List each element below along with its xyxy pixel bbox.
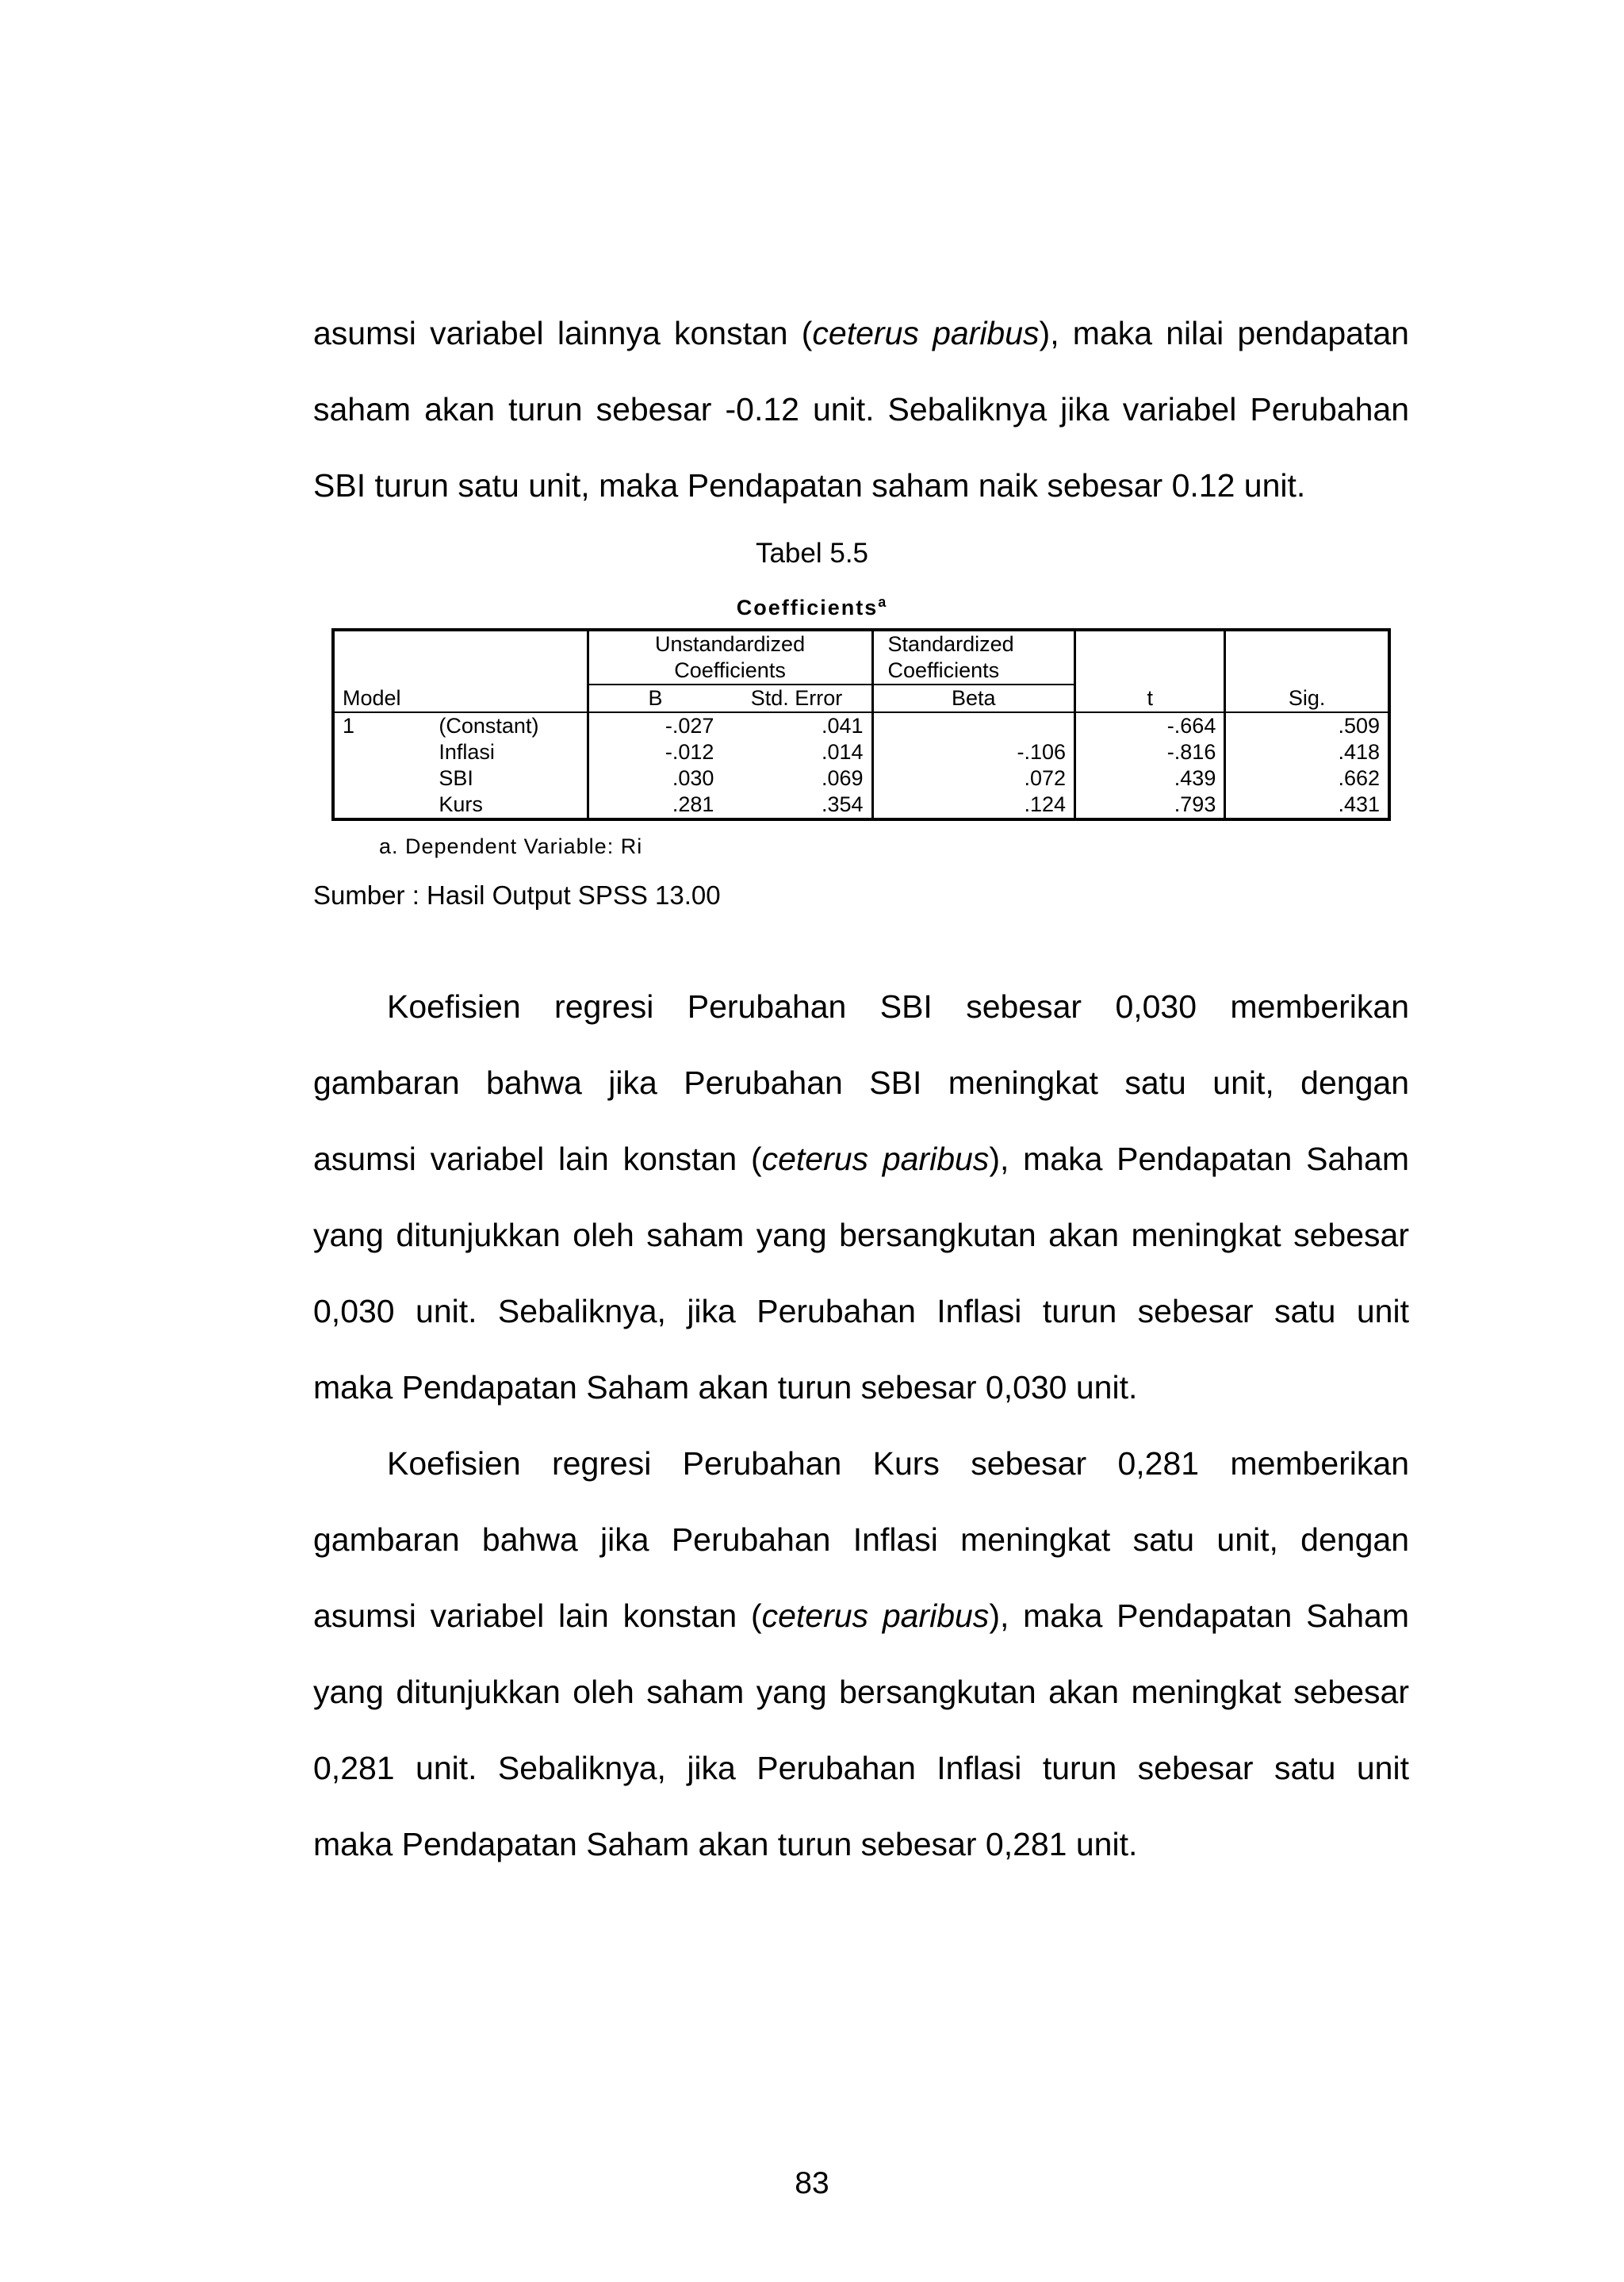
text-segment: asumsi variabel lain konstan ( [313, 1141, 762, 1177]
cell-beta: -.106 [872, 739, 1075, 765]
cell-t: .793 [1075, 792, 1225, 819]
cell-sig: .509 [1338, 714, 1380, 738]
paragraph-2-line-3 [313, 1595, 1409, 1636]
paragraph-2-line-6: maka Pendapatan Saham akan turun sebesar 0,281 unit. [313, 1826, 1138, 1862]
header-row-2 [333, 658, 1389, 685]
header-empty-cell [1225, 658, 1389, 685]
paragraph-2-line-5: 0,281 unit. Sebaliknya, jika Perubahan Inflasi turun sebesar satu unit [313, 1750, 1409, 1786]
coefficients-table [331, 628, 1391, 821]
text-segment: asumsi variabel lainnya konstan ( [313, 315, 813, 351]
text-segment: ), maka Pendapatan Saham [989, 1141, 1409, 1177]
header-empty-cell [333, 630, 588, 658]
header-unstandardized: Unstandardized [588, 630, 872, 658]
cell-beta: .072 [872, 765, 1075, 792]
header-standardized-2: Coefficients [872, 658, 1075, 685]
table-source: Sumber : Hasil Output SPSS 13.00 [313, 880, 721, 910]
header-model: Model [333, 685, 588, 712]
cell-variable: (Constant) [431, 712, 588, 739]
paragraph-1-line-5: 0,030 unit. Sebaliknya, jika Perubahan Inflasi turun sebesar satu unit [313, 1293, 1409, 1329]
text-segment: ), maka Pendapatan Saham [989, 1597, 1409, 1634]
cell-model [333, 792, 431, 819]
cell-t: -.816 [1075, 739, 1225, 765]
table-row [333, 792, 1389, 819]
table-footnote: a. Dependent Variable: Ri [379, 834, 643, 858]
cell-beta [872, 712, 1075, 739]
table-row [333, 712, 1389, 739]
text-segment: ), maka nilai pendapatan [1039, 315, 1409, 351]
header-row-3 [333, 685, 1389, 712]
cell-model: 1 [343, 714, 355, 738]
header-standardized: Standardized [872, 630, 1075, 658]
text-segment: asumsi variabel lain konstan ( [313, 1597, 762, 1634]
paragraph-1-line-1: Koefisien regresi Perubahan SBI sebesar 0,030 memberikan [387, 988, 1409, 1025]
top-paragraph-line-3: SBI turun satu unit, maka Pendapatan saham naik sebesar 0.12 unit. [313, 467, 1306, 504]
header-empty-cell [1075, 658, 1225, 685]
cell-std-error: .041 [722, 712, 872, 739]
header-empty-cell [1225, 630, 1389, 658]
paragraph-1-line-4: yang ditunjukkan oleh saham yang bersangkutan akan meningkat sebesar [313, 1217, 1409, 1253]
coefficients-title [0, 589, 1624, 621]
cell-model [333, 739, 431, 765]
top-paragraph-line-1 [313, 313, 1409, 354]
table-row [333, 739, 1389, 765]
header-unstandardized-2: Coefficients [588, 658, 872, 685]
cell-sig: .431 [1338, 792, 1380, 816]
cell-std-error: .014 [722, 739, 872, 765]
cell-std-error: .069 [722, 765, 872, 792]
cell-variable: SBI [431, 765, 588, 792]
cell-model [333, 765, 431, 792]
cell-sig: .418 [1338, 740, 1380, 764]
cell-t: -.664 [1075, 712, 1225, 739]
header-row-1 [333, 630, 1389, 658]
paragraph-2-line-2: gambaran bahwa jika Perubahan Inflasi meningkat satu unit, dengan [313, 1521, 1409, 1558]
header-t: t [1075, 685, 1225, 712]
header-beta: Beta [872, 685, 1075, 712]
cell-b: -.012 [665, 740, 714, 764]
cell-variable: Kurs [431, 792, 588, 819]
paragraph-1-line-3 [313, 1138, 1409, 1179]
italic-term: ceterus paribus [761, 1141, 990, 1177]
header-b: B [588, 685, 722, 712]
header-empty-cell [333, 658, 588, 685]
cell-t: .439 [1075, 765, 1225, 792]
table-caption: Tabel 5.5 [755, 538, 869, 569]
cell-b: -.027 [665, 714, 714, 738]
cell-b: .281 [672, 792, 714, 816]
paragraph-1-line-6: maka Pendapatan Saham akan turun sebesar 0,030 unit. [313, 1369, 1138, 1406]
coefficients-title-superscript: a [878, 594, 888, 610]
paragraph-1-line-2: gambaran bahwa jika Perubahan SBI meningkat satu unit, dengan [313, 1064, 1409, 1101]
paragraph-2-line-1: Koefisien regresi Perubahan Kurs sebesar 0,281 memberikan [387, 1445, 1409, 1482]
header-sig: Sig. [1225, 685, 1389, 712]
cell-sig: .662 [1338, 766, 1380, 790]
table-row [333, 765, 1389, 792]
italic-term: ceterus paribus [761, 1597, 990, 1634]
paragraph-2-line-4: yang ditunjukkan oleh saham yang bersangkutan akan meningkat sebesar [313, 1674, 1409, 1710]
page-number: 83 [795, 2166, 829, 2200]
cell-b: .030 [672, 766, 714, 790]
top-paragraph-line-2: saham akan turun sebesar -0.12 unit. Sebaliknya jika variabel Perubahan [313, 391, 1409, 428]
cell-beta: .124 [872, 792, 1075, 819]
italic-term: ceterus paribus [812, 315, 1040, 351]
coefficients-title-text: Coefficients [736, 596, 879, 619]
cell-variable: Inflasi [431, 739, 588, 765]
header-empty-cell [1075, 630, 1225, 658]
cell-std-error: .354 [722, 792, 872, 819]
header-std-error: Std. Error [722, 685, 872, 712]
